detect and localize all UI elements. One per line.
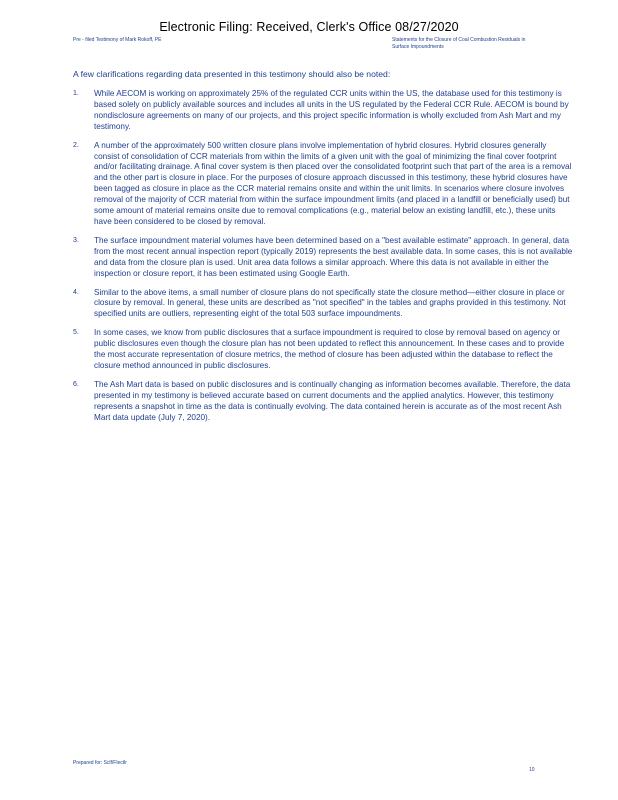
list-item-text: Similar to the above items, a small number of closure plans do not specifically state the closure method—either closure in place or closure by removal. In general, these units are described as "not specified" in the tables and graphs provided in this testimony. Not specified units are outliers, representing eight of the total 503 surface impoundments. (94, 287, 566, 319)
list-item-text: The Ash Mart data is based on public disclosures and is continually changing as information becomes available. Therefore, the data presented in my testimony is believed accurate based on current documents and the applied analytics. However, this testimony represents a snapshot in time as the data is continually evolving. The data contained herein is accurate as of the most recent Ash Mart data update (July 7, 2020). (94, 379, 571, 422)
list-item-text: The surface impoundment material volumes have been determined based on a "best available estimate" approach. In general, data from the most recent annual inspection report (typically 2019) represents the best available data. In some cases, this is not available and data from the closure plan is used. Unit area data follows a similar approach. Where this data is not available in either the inspection or closure report, it has been estimated using Google Earth. (94, 235, 573, 278)
list-item (73, 328, 573, 372)
footer-prepared-for: Prepared for: Sclf/Flectlr (73, 760, 127, 766)
list-item-text: While AECOM is working on approximately 25% of the regulated CCR units within the US, the database used for this testimony is based solely on publicly available sources and includes all units in the US regulated by the Federal CCR Rule. AECOM is bound by nondisclosure agreements on many of our projects, and this project specific information is wholly excluded from Ash Mart and my testimony. (94, 89, 569, 131)
list-item-number: 6. (73, 380, 79, 388)
header-left: Pre - filed Testimony of Mark Rokoff, PE (73, 37, 162, 43)
list-item-text: In some cases, we know from public disclosures that a surface impoundment is required to close by removal based on agency or public disclosures even though the closure plan has not been updated to reflect this announcement. In these cases and to provide the most accurate representation of closure metrics, the method of closure has been adjusted within the database to reflect the closure method announced in public disclosures. (94, 328, 565, 370)
header-right: Statements for the Closure of Coal Combustion Residuals in Surface Impoundments (392, 37, 526, 50)
list-item (73, 380, 573, 424)
list-item-number: 4. (73, 288, 79, 296)
list-item-number: 5. (73, 329, 79, 337)
intro-paragraph: A few clarifications regarding data presented in this testimony should also be noted: (73, 69, 391, 79)
list-item-text: A number of the approximately 500 written closure plans involve implementation of hybrid closures. Hybrid closures generally consist of consolidation of CCR materials from within the limits of a given unit with the goal of minimizing the final cover footprint and/or facilitating drainage. A final cover system is then placed over the consolidated footprint such that part of the area is a removal and the other part is closure in place. For the purposes of closure approach discussed in this testimony, these hybrid closures have been tagged as closure in place as the CCR material remains onsite and within the unit limits. In scenarios where closure involves removal of the majority of CCR material from within the surface impoundment limits (and placed in a landfill or beneficially used) but some amount of material remains onsite due to removal complications (e.g., material below an existing landfill, etc.), these units have been considered to be closed by removal. (94, 140, 572, 226)
filing-stamp: Electronic Filing: Received, Clerk's Office 08/27/2020 (159, 20, 459, 34)
page-number: 10 (529, 767, 535, 773)
list-item (73, 89, 573, 133)
list-item (73, 141, 573, 228)
list-item-number: 2. (73, 141, 79, 149)
list-item-number: 3. (73, 236, 79, 244)
clarifications-list (73, 89, 573, 431)
list-item (73, 288, 573, 321)
list-item-number: 1. (73, 90, 79, 97)
list-item (73, 236, 573, 280)
